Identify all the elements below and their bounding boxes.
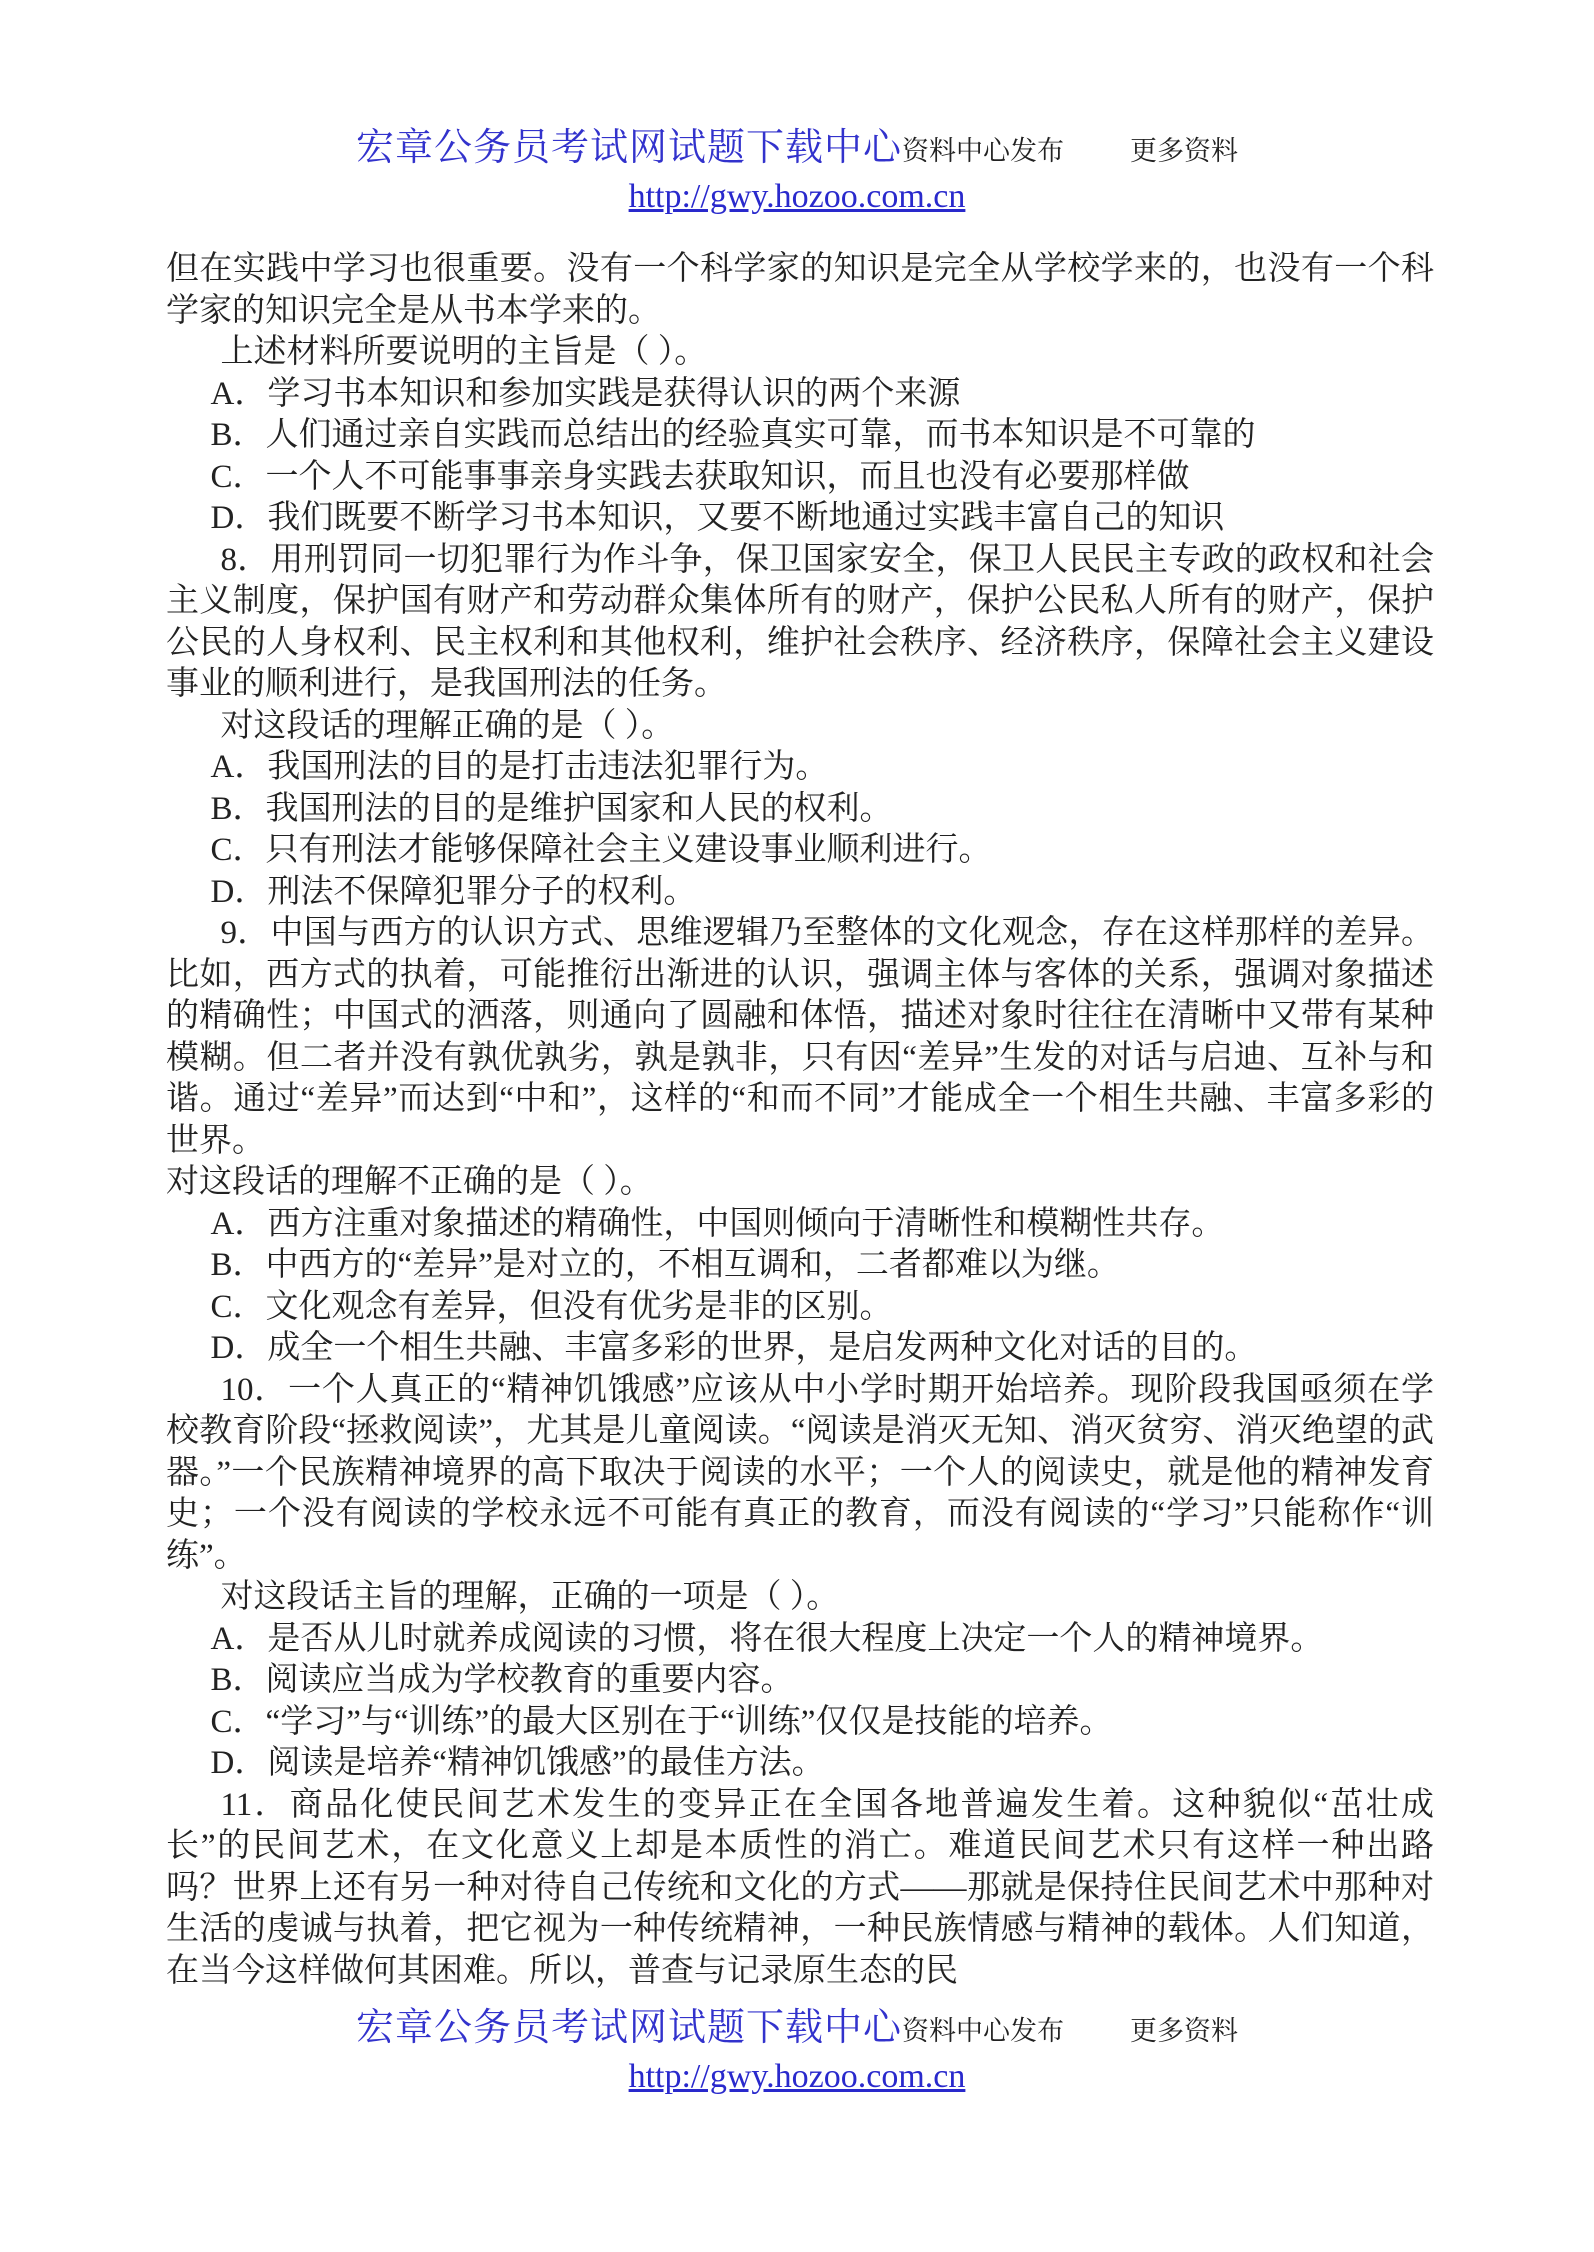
footer-more-resources-label: 更多资料 [1130, 2016, 1238, 2046]
footer-url-line [0, 2058, 1594, 2096]
question-8-prompt: 对这段话的理解正确的是（ ）。 [220, 707, 675, 744]
question-8-option-b: B．我国刑法的目的是维护国家和人民的权利。 [210, 790, 893, 827]
footer-site-url-link[interactable]: http://gwy.hozoo.com.cn [628, 2058, 966, 2095]
question-10-prompt: 对这段话主旨的理解，正确的一项是（ ）。 [220, 1579, 840, 1615]
question-10-option-d: D．阅读是培养“精神饥饿感”的最佳方法。 [210, 1745, 825, 1781]
question-7-option-b: B．人们通过亲自实践而总结出的经验真实可靠，而书本知识是不可靠的 [210, 417, 1256, 453]
question-8-option-c: C．只有刑法才能够保障社会主义建设事业顺利进行。 [210, 832, 992, 868]
question-8-option-a: A．我国刑法的目的是打击违法犯罪行为。 [210, 749, 829, 785]
page-header [0, 116, 1594, 216]
site-url-link[interactable]: http://gwy.hozoo.com.cn [628, 178, 966, 215]
question-10-option-b: B．阅读应当成为学校教育的重要内容。 [210, 1662, 794, 1698]
question-9-option-b: B．中西方的“差异”是对立的，不相互调和，二者都难以为继。 [210, 1247, 1120, 1283]
question-7-option-a: A．学习书本知识和参加实践是获得认识的两个来源 [210, 375, 961, 412]
more-resources-label: 更多资料 [1130, 136, 1238, 166]
question-7-passage-continuation: 但在实践中学习也很重要。没有一个科学家的知识是完全从学校学来的，也没有一个科学家的知识完全是从书本学来的。 [166, 251, 1434, 329]
question-7-option-c: C．一个人不可能事事亲身实践去获取知识，而且也没有必要那样做 [210, 458, 1190, 495]
question-10-option-c: C．“学习”与“训练”的最大区别在于“训练”仅仅是技能的培养。 [210, 1703, 1113, 1740]
question-8-stem: 8．用刑罚同一切犯罪行为作斗争，保卫国家安全，保卫人民民主专政的政权和社会主义制度，保护国有财产和劳动群众集体所有的财产，保护公民私人所有的财产，保护公民的人身权利、民主权利和其他权利，维护社会秩序、经济秩序，保障社会主义建设事业的顺利进行，是我国刑法的任务。 [166, 541, 1434, 702]
question-11-stem: 11．商品化使民间艺术发生的变异正在全国各地普遍发生着。这种貌似“茁壮成长”的民间艺术，在文化意义上却是本质性的消亡。难道民间艺术只有这样一种出路吗？世界上还有另一种对待自己传统和文化的方式——那就是保持住民间艺术中那种对生活的虔诚与执着，把它视为一种传统精神，一种民族情感与精神的载体。人们知道，在当今这样做何其困难。所以，普查与记录原生态的民 [166, 1786, 1434, 1989]
question-10-stem: 10．一个人真正的“精神饥饿感”应该从中小学时期开始培养。现阶段我国亟须在学校教育阶段“拯救阅读”，尤其是儿童阅读。“阅读是消灭无知、消灭贫穷、消灭绝望的武器。”一个民族精神境界的高下取决于阅读的水平；一个人的阅读史，就是他的精神发育史；一个没有阅读的学校永远不可能有真正的教育，而没有阅读的“学习”只能称作“训练”。 [166, 1371, 1434, 1574]
question-9-option-c: C．文化观念有差异，但没有优劣是非的区别。 [210, 1288, 893, 1325]
site-title: 宏章公务员考试网试题下载中心 [355, 127, 902, 169]
publisher-label: 资料中心发布 [902, 136, 1064, 166]
question-7-option-d: D．我们既要不断学习书本知识，又要不断地通过实践丰富自己的知识 [210, 500, 1225, 536]
header-url-line [0, 178, 1594, 216]
header-banner-line [0, 116, 1594, 171]
question-9-stem: 9．中国与西方的认识方式、思维逻辑乃至整体的文化观念，存在这样那样的差异。比如，西方式的执着，可能推衍出渐进的认识，强调主体与客体的关系，强调对象描述的精确性；中国式的洒落，则通向了圆融和体悟，描述对象时往往在清晰中又带有某种模糊。但二者并没有孰优孰劣，孰是孰非，只有因“差异”生发的对话与启迪、互补与和谐。通过“差异”而达到“中和”，这样的“和而不同”才能成全一个相生共融、丰富多彩的世界。 [166, 915, 1434, 1159]
question-10-option-a: A．是否从儿时就养成阅读的习惯，将在很大程度上决定一个人的精神境界。 [210, 1620, 1324, 1657]
footer-publisher-label: 资料中心发布 [902, 2016, 1064, 2046]
footer-banner-line [0, 1996, 1594, 2051]
page-footer [0, 1996, 1594, 2096]
question-9-option-a: A．西方注重对象描述的精确性，中国则倾向于清晰性和模糊性共存。 [210, 1205, 1225, 1242]
exam-text-content [166, 249, 1434, 1992]
question-9-option-d: D．成全一个相生共融、丰富多彩的世界，是启发两种文化对话的目的。 [210, 1330, 1258, 1366]
footer-site-title: 宏章公务员考试网试题下载中心 [355, 2007, 902, 2049]
question-8-option-d: D．刑法不保障犯罪分子的权利。 [210, 873, 697, 910]
question-9-prompt: 对这段话的理解不正确的是（ ）。 [166, 1164, 653, 1200]
question-7-prompt: 上述材料所要说明的主旨是（ ）。 [220, 334, 708, 370]
